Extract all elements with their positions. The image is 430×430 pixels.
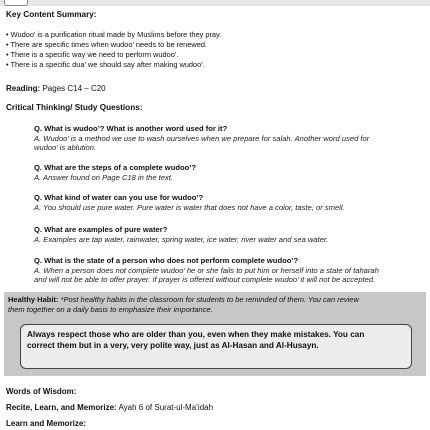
- answer-line: and will not be able to offer prayer. If prayer is offered without complete wudoo’ it will not be accepted.: [34, 275, 376, 285]
- answer-line: wudoo’ is ablution.: [34, 143, 97, 153]
- recite-value: Ayah 6 of Surat-ul-Ma’idah: [116, 403, 214, 412]
- respect-line-1: Always respect those who are older than you, even when they make mistakes. You can: [27, 330, 365, 339]
- bullet-4: • There is a specific dua’ we should say after making wudoo’.: [6, 60, 205, 69]
- page-tab: [4, 0, 28, 6]
- reading-line: [6, 84, 106, 93]
- question-text: Q. What are the steps of a complete wudoo’?: [34, 163, 197, 172]
- question-2: [34, 163, 426, 182]
- reading-value: Pages C14 – C20: [42, 84, 106, 93]
- healthy-habit-text: [8, 295, 422, 305]
- question-text: Q. What are examples of pure water?: [34, 225, 168, 234]
- healthy-habit-note-1: *Post healthy habits in the classroom for students to be reminded of them. You can review: [58, 295, 359, 304]
- healthy-habit-box: [4, 292, 426, 376]
- words-of-wisdom: [6, 387, 76, 396]
- critical-thinking-heading: Critical Thinking/ Study Questions:: [6, 103, 143, 112]
- respect-callout: [20, 324, 412, 369]
- question-1: [34, 124, 426, 153]
- respect-line-2: correct them but in a very, very polite way, just as Al-Hasan and Al-Husayn.: [27, 341, 319, 350]
- answer-line: A. When a person does not complete wudoo’ he or she fails to put him or herself into a state of taharah: [34, 265, 379, 275]
- healthy-habit-note-2: them together on a daily basis to emphasize their importance.: [8, 304, 213, 314]
- bullet-1: • Wudoo’ is a purification ritual made by Muslims before they pray.: [6, 30, 222, 39]
- answer-line: A. Wudoo’ is a method we use to wash ourselves when we prepare for salah. Another word used for: [34, 133, 370, 143]
- question-3: [34, 193, 426, 212]
- learn-memorize-label: Learn and Memorize:: [6, 419, 87, 428]
- question-4: [34, 225, 426, 244]
- answer-line: A. Answer found on Page C18 in the text.: [34, 172, 174, 182]
- question-text: Q. What is wudoo’? What is another word used for it?: [34, 124, 228, 133]
- key-content-heading: Key Content Summary:: [6, 10, 97, 19]
- recite-label: Recite, Learn, and Memorize:: [6, 403, 117, 412]
- answer-line: A. Examples are tap water, rainwater, spring water, ice water, river water and sea water.: [34, 234, 329, 244]
- question-5: [34, 256, 426, 285]
- learn-memorize: [6, 419, 86, 428]
- recite-line: [6, 403, 213, 412]
- bullet-2: • There are specific times when wudoo’ needs to be renewed.: [6, 40, 208, 49]
- healthy-habit-note-line: [8, 305, 422, 315]
- question-text: Q. What is the state of a person who does not perform complete wudoo’?: [34, 256, 299, 265]
- words-of-wisdom-label: Words of Wisdom:: [6, 387, 77, 396]
- bullet-3: • There is a specific way we need to perform wudoo’.: [6, 50, 179, 59]
- answer-line: A. You should use pure water. Pure water is water that does not have a color, taste, or smell.: [34, 202, 345, 212]
- reading-label: Reading:: [6, 84, 41, 93]
- question-text: Q. What kind of water can you use for wudoo’?: [34, 193, 204, 202]
- healthy-habit-label: Healthy Habit:: [8, 295, 59, 304]
- page-top-strip: [0, 0, 430, 6]
